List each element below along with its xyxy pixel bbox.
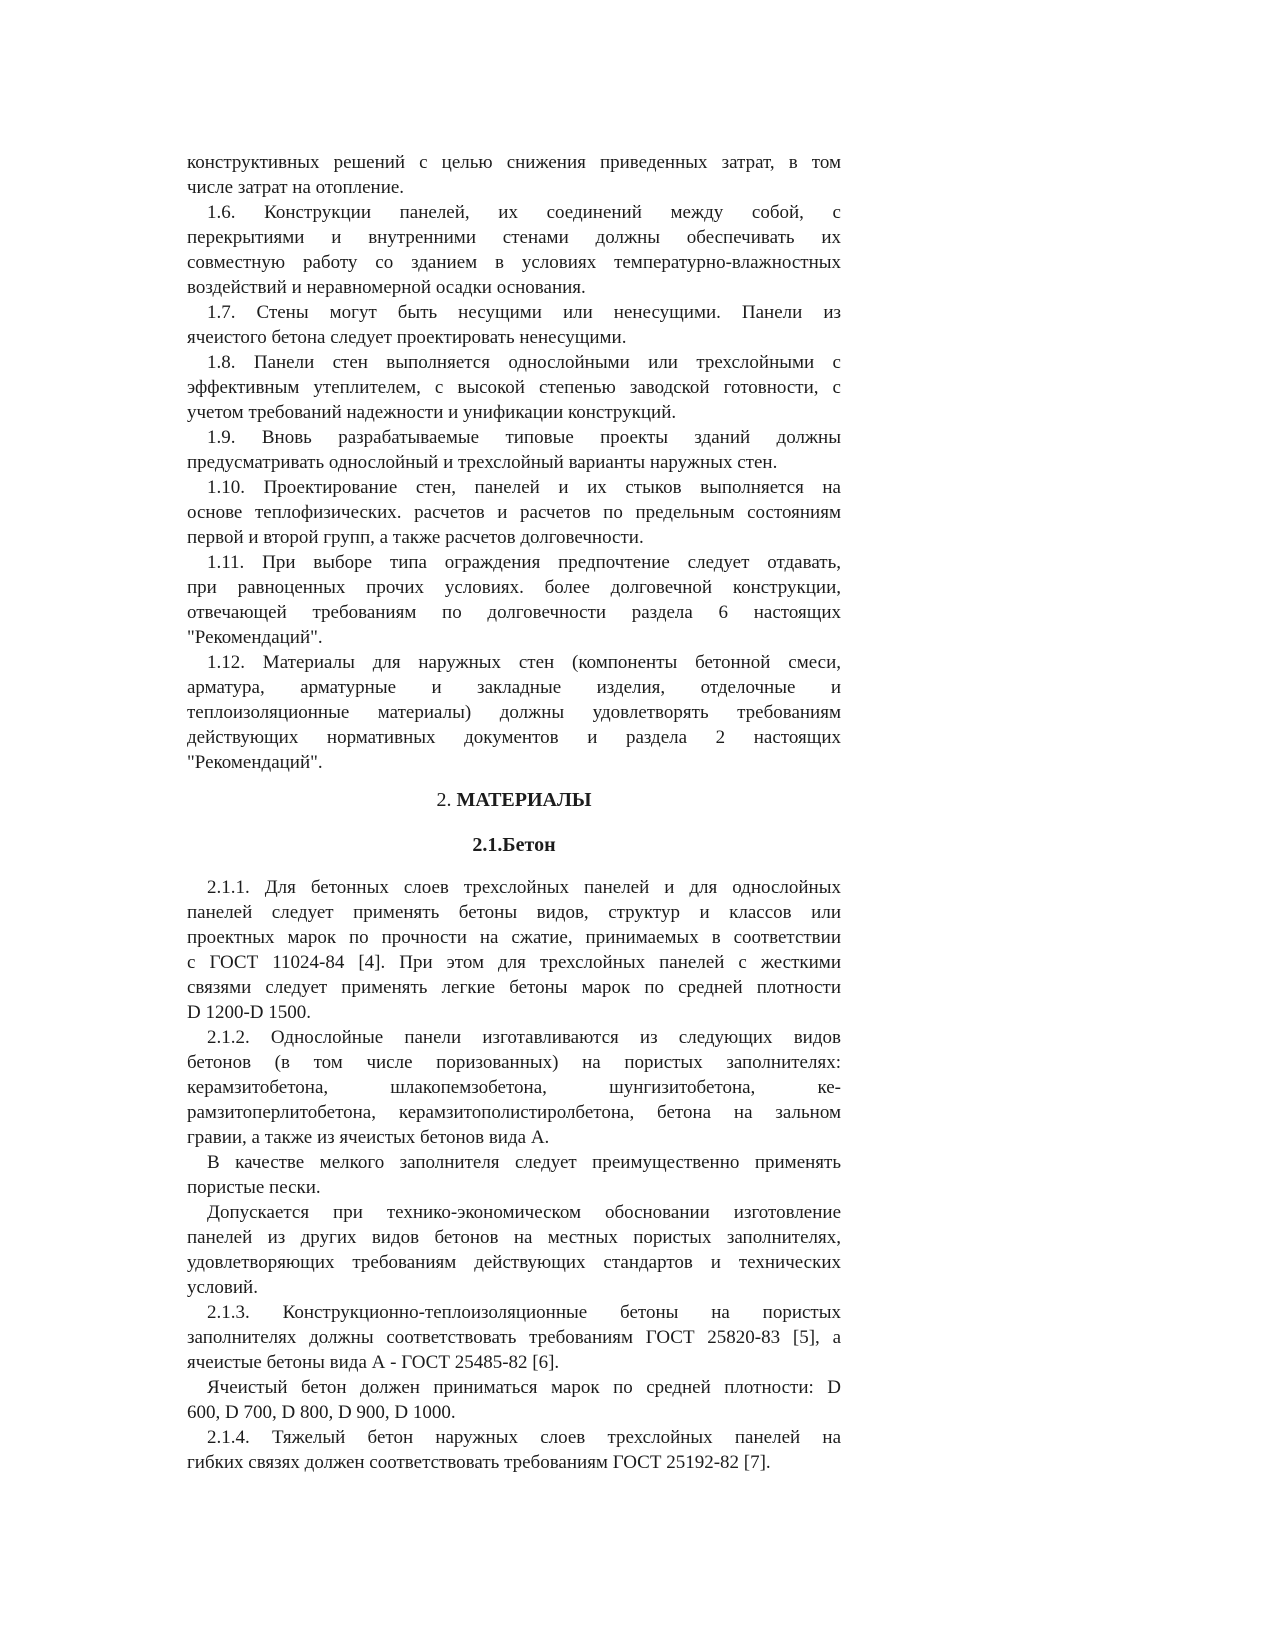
text-line: "Рекомендаций". [187, 627, 323, 648]
heading-text: МАТЕРИАЛЫ [456, 789, 592, 811]
text-line: панелей из других видов бетонов на местных пористых заполнителях, [187, 1227, 841, 1248]
text-line: теплоизоляционные материалы) должны удовлетворять требованиям [187, 702, 841, 723]
text-line: перекрытиями и внутренними стенами должны обеспечивать их [187, 227, 841, 248]
text-line: совместную работу со зданием в условиях температурно-влажностных [187, 252, 841, 273]
text-line: воздействий и неравномерной осадки основания. [187, 277, 586, 298]
paragraph [187, 425, 841, 475]
text-line: 1.11. При выборе типа ограждения предпочтение следует отдавать, [207, 552, 841, 573]
text-line: конструктивных решений с целью снижения приведенных затрат, в том [187, 152, 841, 173]
text-line: при равноценных прочих условиях. более долговечной конструкции, [187, 577, 841, 598]
paragraph [187, 1025, 841, 1150]
text-line: заполнителях должны соответствовать требованиям ГОСТ 25820-83 [5], а [187, 1327, 841, 1348]
paragraph [187, 300, 841, 350]
text-line: Ячеистый бетон должен приниматься марок по средней плотности: D [207, 1377, 841, 1398]
text-line: панелей следует применять бетоны видов, структур и классов или [187, 902, 841, 923]
paragraph [187, 1425, 841, 1475]
text-line: керамзитобетона, шлакопемзобетона, шунгизитобетона, ке- [187, 1077, 841, 1098]
text-line: "Рекомендаций". [187, 752, 323, 773]
text-line: ячеистые бетоны вида А - ГОСТ 25485-82 [6]. [187, 1352, 560, 1373]
text-line: арматура, арматурные и закладные изделия, отделочные и [187, 677, 841, 698]
paragraph [187, 200, 841, 300]
section-heading-materials [187, 788, 841, 813]
text-line: 1.10. Проектирование стен, панелей и их стыков выполняется на [207, 477, 841, 498]
paragraph [187, 875, 841, 1025]
subsection-heading-concrete [187, 833, 841, 858]
text-line: 2.1.4. Тяжелый бетон наружных слоев трехслойных панелей на [207, 1427, 841, 1448]
text-line: действующих нормативных документов и раздела 2 настоящих [187, 727, 841, 748]
heading-text: 2.1.Бетон [472, 834, 556, 856]
text-line: 2.1.1. Для бетонных слоев трехслойных панелей и для однослойных [207, 877, 841, 898]
text-line: гибких связях должен соответствовать требованиям ГОСТ 25192-82 [7]. [187, 1452, 771, 1473]
text-line: Допускается при технико-экономическом обосновании изготовление [207, 1202, 841, 1223]
text-line: отвечающей требованиям по долговечности раздела 6 настоящих [187, 602, 841, 623]
paragraph [187, 1150, 841, 1200]
text-line: бетонов (в том числе поризованных) на пористых заполнителях: [187, 1052, 841, 1073]
paragraph [187, 1375, 841, 1425]
text-line: 1.7. Стены могут быть несущими или ненесущими. Панели из [207, 302, 841, 323]
text-line: 1.12. Материалы для наружных стен (компоненты бетонной смеси, [207, 652, 841, 673]
paragraph [187, 150, 841, 200]
paragraph [187, 1200, 841, 1300]
text-line: 2.1.3. Конструкционно-теплоизоляционные бетоны на пористых [207, 1302, 841, 1323]
text-line: гравии, а также из ячеистых бетонов вида А. [187, 1127, 550, 1148]
paragraph [187, 650, 841, 775]
text-line: ячеистого бетона следует проектировать ненесущими. [187, 327, 627, 348]
text-line: эффективным утеплителем, с высокой степенью заводской готовности, с [187, 377, 841, 398]
paragraph [187, 475, 841, 550]
text-line: условий. [187, 1277, 258, 1298]
text-line: удовлетворяющих требованиям действующих стандартов и технических [187, 1252, 841, 1273]
text-line: связями следует применять легкие бетоны марок по средней плотности [187, 977, 841, 998]
text-line: 2.1.2. Однослойные панели изготавливаются из следующих видов [207, 1027, 841, 1048]
text-line: первой и второй групп, а также расчетов долговечности. [187, 527, 644, 548]
text-line: учетом требований надежности и унификации конструкций. [187, 402, 677, 423]
text-line: числе затрат на отопление. [187, 177, 405, 198]
text-line: 1.6. Конструкции панелей, их соединений между собой, с [207, 202, 841, 223]
text-line: с ГОСТ 11024-84 [4]. При этом для трехслойных панелей с жесткими [187, 952, 841, 973]
text-line: пористые пески. [187, 1177, 321, 1198]
text-line: D 1200-D 1500. [187, 1002, 312, 1023]
heading-text: 2. [436, 789, 457, 811]
text-line: рамзитоперлитобетона, керамзитополистиролбетона, бетона на зальном [187, 1102, 841, 1123]
text-line: В качестве мелкого заполнителя следует преимущественно применять [207, 1152, 841, 1173]
text-line: проектных марок по прочности на сжатие, принимаемых в соответствии [187, 927, 841, 948]
text-line: 1.9. Вновь разрабатываемые типовые проекты зданий должны [207, 427, 841, 448]
text-line: основе теплофизических. расчетов и расчетов по предельным состояниям [187, 502, 841, 523]
text-line: предусматривать однослойный и трехслойный варианты наружных стен. [187, 452, 778, 473]
paragraph [187, 350, 841, 425]
paragraph [187, 550, 841, 650]
paragraph [187, 1300, 841, 1375]
document-content [187, 150, 841, 1475]
text-line: 600, D 700, D 800, D 900, D 1000. [187, 1402, 456, 1423]
text-line: 1.8. Панели стен выполняется однослойными или трехслойными с [207, 352, 841, 373]
